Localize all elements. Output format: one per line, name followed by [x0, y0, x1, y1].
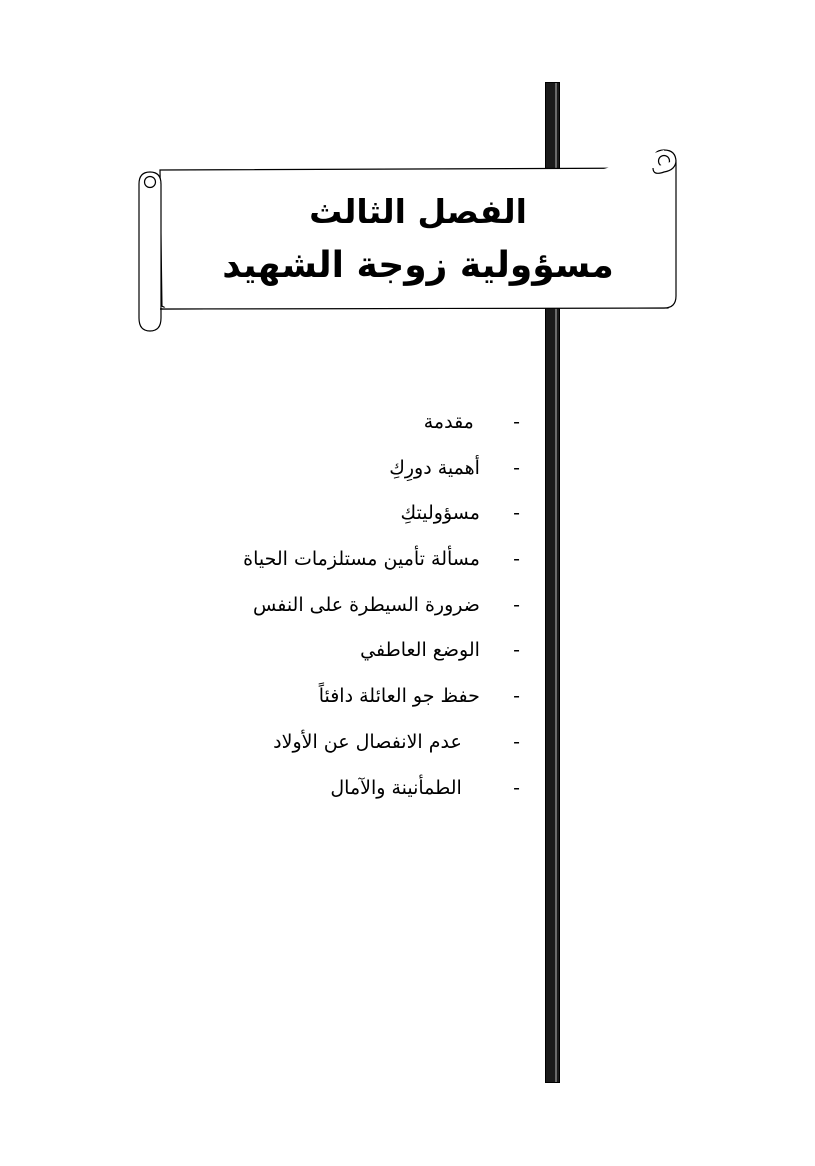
bullet-dash: -	[513, 776, 520, 799]
list-item	[120, 583, 520, 629]
chapter-contents-list	[120, 400, 520, 811]
list-item-label: أهمية دورِكِ	[389, 456, 480, 479]
list-item-label: مسؤوليتكِ	[400, 502, 480, 525]
list-item	[120, 674, 520, 720]
list-item-label: مقدمة	[423, 411, 474, 433]
list-item	[120, 720, 520, 766]
bullet-dash: -	[513, 685, 520, 708]
list-item-label: الوضع العاطفي	[360, 639, 480, 662]
bullet-dash: -	[513, 411, 520, 433]
chapter-title: الفصل الثالث	[309, 192, 527, 231]
list-item	[120, 446, 520, 492]
list-item-label: عدم الانفصال عن الأولاد	[273, 730, 462, 753]
signpost-pole	[545, 305, 560, 1083]
list-item-label: ضرورة السيطرة على النفس	[252, 593, 480, 616]
list-item	[120, 400, 520, 446]
chapter-banner	[163, 178, 673, 298]
list-item-label: حفظ جو العائلة دافئاً	[318, 685, 480, 708]
bullet-dash: -	[513, 730, 520, 753]
bullet-dash: -	[513, 502, 520, 525]
bullet-dash: -	[513, 593, 520, 616]
list-item	[120, 628, 520, 674]
bullet-dash: -	[513, 456, 520, 479]
list-item	[120, 491, 520, 537]
chapter-subtitle: مسؤولية زوجة الشهيد	[222, 245, 614, 286]
bullet-dash: -	[513, 639, 520, 662]
bullet-dash: -	[513, 548, 520, 571]
list-item-label: مسألة تأمين مستلزمات الحياة	[243, 548, 480, 571]
list-item	[120, 766, 520, 812]
list-item	[120, 537, 520, 583]
list-item-label: الطمأنينة والآمال	[330, 776, 462, 799]
